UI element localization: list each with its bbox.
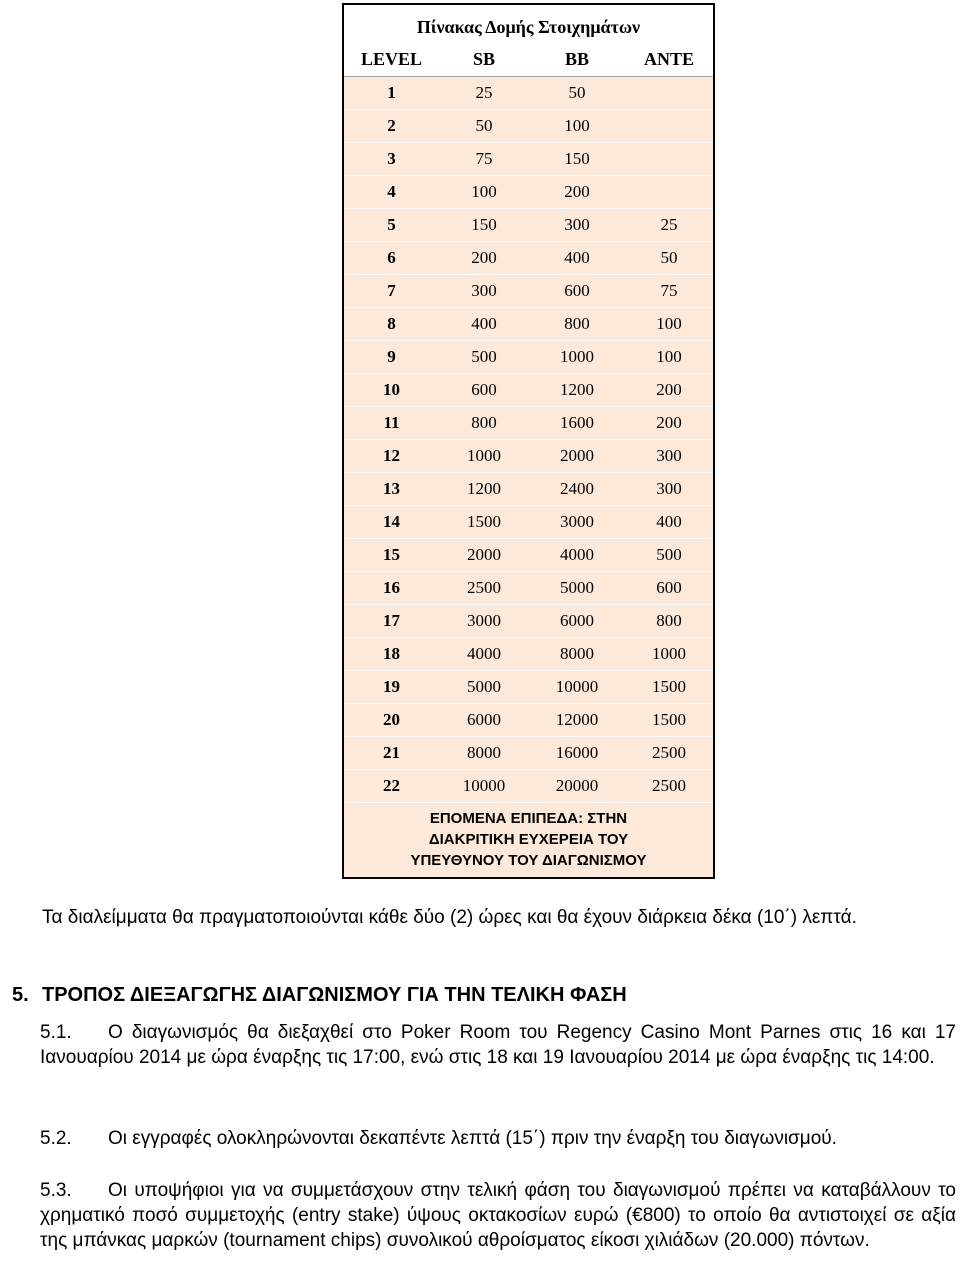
cell-sb: 10000 <box>462 776 506 795</box>
cell-sb: 600 <box>471 380 497 399</box>
cell-bb: 3000 <box>560 512 594 531</box>
paragraph-number: 5.1. <box>40 1022 72 1043</box>
cell-ante: 1000 <box>652 644 686 663</box>
paragraph-number: 5.3. <box>40 1180 72 1201</box>
cell-ante: 75 <box>660 281 678 300</box>
cell-bb: 6000 <box>560 611 594 630</box>
cell-level: 12 <box>383 446 400 465</box>
cell-level: 8 <box>387 314 396 333</box>
cell-bb: 150 <box>564 149 590 168</box>
paragraph-text: Ο διαγωνισμός θα διεξαχθεί στο Poker Room του Regency Casino Mont Parnes στις 16 και 17 Ιανουαρίου 2014 με ώρα έναρξης τις 17:00, ενώ στις 18 και 19 Ιανουαρίου 2014 με ώρα έναρξης τις 14:00. <box>40 1022 956 1068</box>
cell-sb: 100 <box>471 182 497 201</box>
cell-ante: 1500 <box>652 710 686 729</box>
cell-ante: 400 <box>656 512 682 531</box>
table-row <box>344 638 713 671</box>
paragraph-number: 5.2. <box>40 1128 72 1149</box>
cell-bb: 1200 <box>560 380 594 399</box>
cell-sb: 75 <box>475 149 493 168</box>
cell-level: 20 <box>383 710 400 729</box>
table-row <box>344 506 713 539</box>
table-row <box>344 275 713 308</box>
cell-bb: 4000 <box>560 545 594 564</box>
table-row <box>344 671 713 704</box>
table-row <box>344 308 713 341</box>
cell-sb: 25 <box>475 83 493 102</box>
cell-sb: 50 <box>475 116 493 135</box>
cell-sb: 300 <box>471 281 497 300</box>
cell-ante <box>625 77 713 109</box>
cell-level: 11 <box>383 413 400 432</box>
cell-sb: 1000 <box>467 446 501 465</box>
cell-level: 18 <box>383 644 400 663</box>
cell-bb: 10000 <box>555 677 599 696</box>
table-row <box>344 605 713 638</box>
cell-bb: 1000 <box>560 347 594 366</box>
table-row <box>344 143 713 176</box>
table-row <box>344 77 713 110</box>
paragraph-text: Οι υποψήφιοι για να συμμετάσχουν στην τελική φάση του διαγωνισμού πρέπει να καταβάλλουν το χρηματικό ποσό συμμετοχής (entry stake) ύψους οκτακοσίων ευρώ (€800) το οποίο θα αντιστοιχεί σε αξία της μπάνκας μαρκών (tournament chips) συνολικού αθροίσματος είκοσι χιλιάδων (20.000) πόντων. <box>40 1180 956 1251</box>
table-row <box>344 110 713 143</box>
cell-level: 3 <box>387 149 396 168</box>
cell-bb: 100 <box>564 116 590 135</box>
cell-sb: 2500 <box>467 578 501 597</box>
cell-sb: 1500 <box>467 512 501 531</box>
table-row <box>344 209 713 242</box>
cell-bb: 8000 <box>560 644 594 663</box>
cell-sb: 400 <box>471 314 497 333</box>
cell-sb: 1200 <box>467 479 501 498</box>
cell-sb: 800 <box>471 413 497 432</box>
table-row <box>344 176 713 209</box>
cell-level: 2 <box>387 116 396 135</box>
table-row <box>344 737 713 770</box>
cell-ante: 2500 <box>652 743 686 762</box>
cell-ante <box>625 176 713 208</box>
cell-ante: 25 <box>660 215 678 234</box>
table-row <box>344 704 713 737</box>
table-row <box>344 242 713 275</box>
cell-sb: 500 <box>471 347 497 366</box>
cell-level: 21 <box>383 743 400 762</box>
table-row <box>344 770 713 803</box>
paragraph <box>40 1178 956 1253</box>
cell-level: 1 <box>387 83 396 102</box>
cell-level: 15 <box>383 545 400 564</box>
footer-line: ΥΠΕΥΘΥΝΟΥ ΤΟΥ ΔΙΑΓΩΝΙΣΜΟΥ <box>410 852 647 869</box>
cell-sb: 6000 <box>467 710 501 729</box>
cell-sb: 200 <box>471 248 497 267</box>
cell-bb: 20000 <box>555 776 599 795</box>
table-row <box>344 440 713 473</box>
table-row <box>344 374 713 407</box>
cell-level: 14 <box>383 512 400 531</box>
paragraph <box>40 1020 956 1070</box>
cell-ante: 100 <box>656 347 682 366</box>
cell-ante <box>625 110 713 142</box>
table-footer-note <box>344 803 713 877</box>
cell-sb: 8000 <box>467 743 501 762</box>
cell-level: 6 <box>387 248 396 267</box>
cell-bb: 12000 <box>555 710 599 729</box>
cell-ante: 500 <box>656 545 682 564</box>
cell-sb: 4000 <box>467 644 501 663</box>
cell-level: 5 <box>387 215 396 234</box>
breaks-note: Τα διαλείμματα θα πραγματοποιούνται κάθε δύο (2) ώρες και θα έχουν διάρκεια δέκα (10΄) λεπτά. <box>42 907 857 928</box>
cell-sb: 5000 <box>467 677 501 696</box>
cell-ante: 300 <box>656 479 682 498</box>
table-row <box>344 539 713 572</box>
cell-bb: 2400 <box>560 479 594 498</box>
header-sb: SB <box>472 49 496 69</box>
cell-bb: 300 <box>564 215 590 234</box>
cell-ante: 100 <box>656 314 682 333</box>
cell-bb: 16000 <box>555 743 599 762</box>
cell-ante <box>625 143 713 175</box>
cell-ante: 600 <box>656 578 682 597</box>
cell-level: 9 <box>387 347 396 366</box>
cell-bb: 200 <box>564 182 590 201</box>
cell-ante: 800 <box>656 611 682 630</box>
section-title: ΤΡΟΠΟΣ ΔΙΕΞΑΓΩΓΗΣ ΔΙΑΓΩΝΙΣΜΟΥ ΓΙΑ ΤΗΝ ΤΕΛΙΚΗ ΦΑΣΗ <box>42 984 627 1006</box>
cell-sb: 2000 <box>467 545 501 564</box>
cell-bb: 1600 <box>560 413 594 432</box>
table-header-row <box>344 43 713 77</box>
cell-level: 4 <box>387 182 396 201</box>
paragraph <box>40 1126 956 1151</box>
cell-level: 13 <box>383 479 400 498</box>
blind-structure-table <box>342 3 715 879</box>
cell-level: 10 <box>383 380 400 399</box>
cell-level: 16 <box>383 578 400 597</box>
cell-sb: 150 <box>471 215 497 234</box>
cell-bb: 600 <box>564 281 590 300</box>
cell-bb: 50 <box>568 83 586 102</box>
footer-line: ΔΙΑΚΡΙΤΙΚΗ ΕΥΧΕΡΕΙΑ ΤΟΥ <box>428 831 629 848</box>
cell-bb: 800 <box>564 314 590 333</box>
cell-level: 17 <box>383 611 400 630</box>
cell-bb: 5000 <box>560 578 594 597</box>
section-number: 5. <box>12 984 29 1006</box>
cell-bb: 400 <box>564 248 590 267</box>
footer-line: ΕΠΟΜΕΝΑ ΕΠΙΠΕΔΑ: ΣΤΗΝ <box>429 810 628 827</box>
table-row <box>344 341 713 374</box>
cell-ante: 2500 <box>652 776 686 795</box>
table-title: Πίνακας Δομής Στοιχημάτων <box>416 17 641 37</box>
table-row <box>344 572 713 605</box>
header-ante: ANTE <box>643 49 694 69</box>
paragraph-text: Οι εγγραφές ολοκληρώνονται δεκαπέντε λεπτά (15΄) πριν την έναρξη του διαγωνισμού. <box>108 1128 837 1149</box>
cell-ante: 200 <box>656 380 682 399</box>
cell-level: 19 <box>383 677 400 696</box>
cell-bb: 2000 <box>560 446 594 465</box>
cell-ante: 50 <box>660 248 678 267</box>
cell-level: 7 <box>387 281 396 300</box>
header-bb: BB <box>564 49 589 69</box>
cell-ante: 300 <box>656 446 682 465</box>
section-heading <box>12 983 627 1008</box>
cell-sb: 3000 <box>467 611 501 630</box>
table-body <box>344 77 713 803</box>
cell-ante: 1500 <box>652 677 686 696</box>
table-row <box>344 473 713 506</box>
table-row <box>344 407 713 440</box>
cell-ante: 200 <box>656 413 682 432</box>
header-level: LEVEL <box>360 49 423 69</box>
cell-level: 22 <box>383 776 400 795</box>
